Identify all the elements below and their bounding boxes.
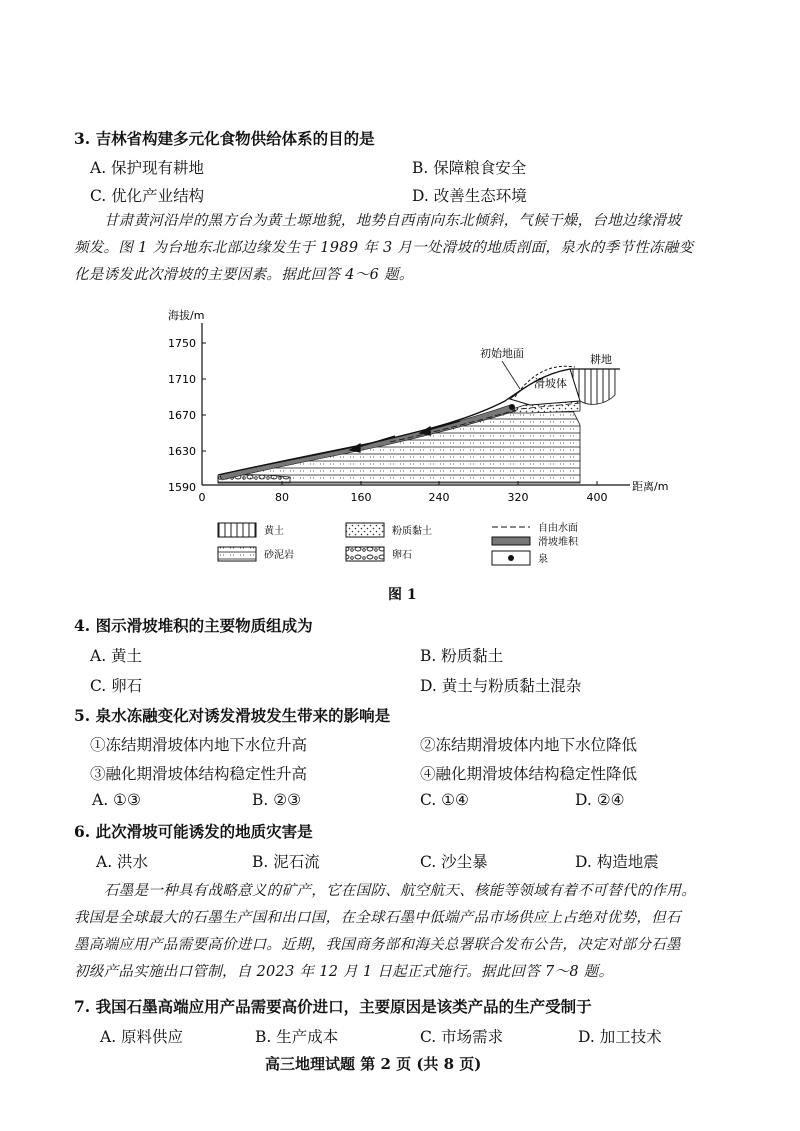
- x-tick-80: 80: [275, 491, 289, 504]
- figure-caption: 图 1: [388, 587, 417, 603]
- legend-pebble: 卵石: [392, 550, 412, 561]
- q5-option-c[interactable]: C. ①④: [420, 791, 469, 809]
- legend-landslide-deposit: 滑坡堆积: [538, 537, 578, 548]
- q3-option-a[interactable]: A. 保护现有耕地: [90, 159, 205, 177]
- q4-stem: 4. 图示滑坡堆积的主要物质组成为: [74, 616, 313, 635]
- q5-option-b[interactable]: B. ②③: [252, 791, 302, 809]
- passage2-line-4: 初级产品实施出口管制，自 2023 年 12 月 1 日起正式施行。据此回答 7～8 题。: [74, 964, 614, 980]
- sandstone-layer: [218, 405, 580, 483]
- q5-stem: 5. 泉水冻融变化对诱发滑坡发生带来的影响是: [74, 706, 391, 725]
- y-axis-label: 海拔/m: [168, 309, 205, 322]
- legend-landslide-deposit-swatch: [492, 537, 530, 545]
- q5-option-a[interactable]: A. ①③: [92, 791, 141, 809]
- legend-loess-swatch: [218, 523, 256, 537]
- legend-free-water: 自由水面: [538, 523, 578, 534]
- q6-option-c[interactable]: C. 沙尘暴: [420, 853, 488, 871]
- q6-option-b[interactable]: B. 泥石流: [252, 853, 320, 871]
- q5-statement-1: ①冻结期滑坡体内地下水位升高: [90, 736, 308, 754]
- legend-sandstone-swatch: [218, 547, 256, 561]
- passage1-line-3: 化是诱发此次滑坡的主要因素。据此回答 4～6 题。: [74, 267, 414, 283]
- passage-landslide: [74, 208, 754, 289]
- q3-stem: 3. 吉林省构建多元化食物供给体系的目的是: [74, 129, 375, 148]
- geologic-profile-figure: [150, 305, 690, 580]
- legend-loess: 黄土: [264, 526, 284, 537]
- y-tick-1750: 1750: [168, 337, 196, 350]
- landslide-body-label: 滑坡体: [534, 377, 567, 390]
- q4-option-a[interactable]: A. 黄土: [90, 647, 143, 665]
- q6-option-d[interactable]: D. 构造地震: [575, 853, 659, 871]
- x-tick-240: 240: [428, 491, 450, 504]
- q7-option-c[interactable]: C. 市场需求: [420, 1028, 504, 1046]
- x-axis-label: 距离/m: [632, 480, 669, 493]
- legend-silty-clay-swatch: [346, 523, 384, 537]
- legend: [218, 521, 579, 565]
- passage1-line-2: 频发。图 1 为台地东北部边缘发生于 1989 年 3 月一处滑坡的地质剖面，泉水的季节性冻融变: [74, 240, 694, 256]
- passage2-line-3: 墨高端应用产品需要高价进口。近期，我国商务部和海关总署联合发布公告，决定对部分石墨: [74, 937, 681, 953]
- passage2-line-1: 石墨是一种具有战略意义的矿产，它在国防、航空航天、核能等领域有着不可替代的作用。: [104, 883, 696, 899]
- initial-surface-label: 初始地面: [480, 347, 524, 360]
- legend-spring: 泉: [538, 554, 548, 565]
- q3-option-c[interactable]: C. 优化产业结构: [90, 187, 205, 205]
- q5-statement-4: ④融化期滑坡体结构稳定性降低: [420, 765, 638, 783]
- legend-sandstone: 砂泥岩: [264, 550, 294, 561]
- q6-option-a[interactable]: A. 洪水: [96, 853, 149, 871]
- q5-statement-2: ②冻结期滑坡体内地下水位降低: [420, 736, 638, 754]
- x-tick-0: 0: [198, 491, 206, 504]
- page-footer: 高三地理试题 第 2 页 (共 8 页): [265, 1055, 482, 1073]
- x-tick-160: 160: [350, 491, 372, 504]
- y-ticks: [168, 337, 206, 494]
- passage-graphite: [74, 878, 754, 986]
- spring-marker: [509, 404, 515, 410]
- q3-option-d[interactable]: D. 改善生态环境: [412, 187, 527, 205]
- y-tick-1590: 1590: [168, 481, 196, 494]
- x-tick-320: 320: [507, 491, 529, 504]
- q4-option-b[interactable]: B. 粉质黏土: [420, 647, 504, 665]
- q4-option-d[interactable]: D. 黄土与粉质黏土混杂: [420, 677, 582, 695]
- q7-option-a[interactable]: A. 原料供应: [100, 1028, 184, 1046]
- q5-option-d[interactable]: D. ②④: [575, 791, 625, 809]
- q7-option-b[interactable]: B. 生产成本: [255, 1028, 339, 1046]
- passage1-line-1: 甘肃黄河沿岸的黑方台为黄土塬地貌，地势自西南向东北倾斜，气候干燥，台地边缘滑坡: [104, 213, 682, 229]
- q5-statement-3: ③融化期滑坡体结构稳定性升高: [90, 765, 308, 783]
- y-tick-1710: 1710: [168, 373, 196, 386]
- y-tick-1670: 1670: [168, 409, 196, 422]
- q7-stem: 7. 我国石墨高端应用产品需要高价进口，主要原因是该类产品的生产受制于: [74, 997, 592, 1016]
- q7-option-d[interactable]: D. 加工技术: [578, 1028, 662, 1046]
- q6-stem: 6. 此次滑坡可能诱发的地质灾害是: [74, 822, 313, 841]
- legend-silty-clay: 粉质黏土: [392, 526, 432, 537]
- passage2-line-2: 我国是全球最大的石墨生产国和出口国，在全球石墨中低端产品市场供应上占绝对优势，但石: [74, 910, 681, 926]
- y-tick-1630: 1630: [168, 445, 196, 458]
- farmland-label: 耕地: [590, 353, 612, 366]
- q3-option-b[interactable]: B. 保障粮食安全: [412, 159, 527, 177]
- legend-pebble-swatch: [346, 547, 384, 561]
- q4-option-c[interactable]: C. 卵石: [90, 677, 143, 695]
- x-tick-400: 400: [586, 491, 608, 504]
